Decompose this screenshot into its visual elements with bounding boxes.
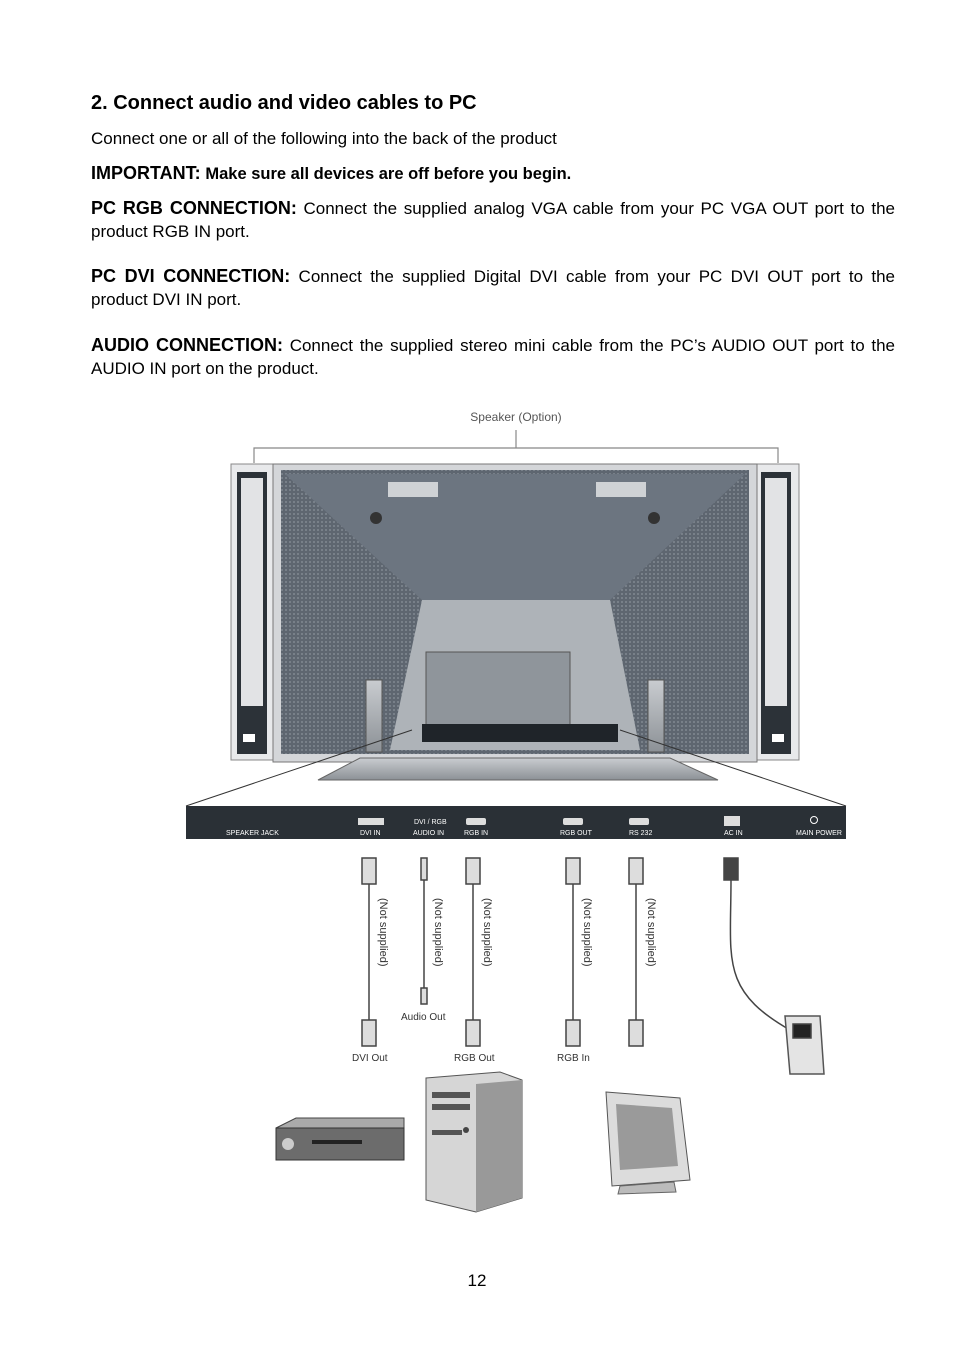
rgb-connection-label: PC RGB CONNECTION: <box>91 198 297 218</box>
important-note <box>91 162 895 186</box>
left-speaker <box>231 464 273 760</box>
panel-label-rs232: RS 232 <box>629 830 653 837</box>
dvi-connection-label: PC DVI CONNECTION: <box>91 266 291 286</box>
audio-connection-paragraph <box>91 334 895 380</box>
important-label: IMPORTANT: <box>91 163 201 183</box>
monitor-icon <box>606 1092 690 1194</box>
dvi-connection-text: Connect the supplied Digital DVI cable from your PC DVI OUT port to the product DVI IN port. <box>91 267 895 309</box>
not-supplied-label-audio: (Not supplied) <box>432 898 444 967</box>
audio-connection-label: AUDIO CONNECTION: <box>91 335 283 355</box>
pc-tower-icon <box>426 1072 522 1212</box>
panel-label-dvi-rgb: DVI / RGB <box>414 819 447 826</box>
panel-label-main-power: MAIN POWER <box>796 830 842 837</box>
rgb-connection-text: Connect the supplied analog VGA cable from your PC VGA OUT port to the product RGB IN port. <box>91 199 895 241</box>
intro-text: Connect one or all of the following into the back of the product <box>91 129 557 148</box>
section-heading: 2. Connect audio and video cables to PC <box>91 92 477 114</box>
connector-panel <box>186 806 846 839</box>
panel-label-audio-in: AUDIO IN <box>413 830 445 837</box>
speaker-label: Speaker (Option) <box>470 410 562 424</box>
rgb-out-label: RGB Out <box>454 1053 495 1064</box>
not-supplied-label-rgb-out: (Not supplied) <box>581 898 593 967</box>
speaker-bracket <box>254 430 778 463</box>
panel-label-speaker-jack: SPEAKER JACK <box>226 830 279 837</box>
audio-out-label: Audio Out <box>401 1012 446 1023</box>
panel-label-dvi-in: DVI IN <box>360 830 381 837</box>
dvi-out-label: DVI Out <box>352 1053 388 1064</box>
tv-back <box>273 464 757 780</box>
not-supplied-label-rgb-in: (Not supplied) <box>481 898 493 967</box>
not-supplied-label-dvi: (Not supplied) <box>377 898 389 967</box>
dvi-connection-paragraph <box>91 265 895 311</box>
panel-label-ac-in: AC IN <box>724 830 743 837</box>
right-speaker <box>757 464 799 760</box>
dvd-player-icon <box>276 1118 404 1160</box>
panel-label-rgb-out: RGB OUT <box>560 830 592 837</box>
connection-diagram <box>180 400 850 1220</box>
audio-connection-text: Connect the supplied stereo mini cable from the PC’s AUDIO OUT port to the AUDIO IN port on the product. <box>91 336 895 378</box>
important-text: Make sure all devices are off before you begin. <box>205 165 572 183</box>
rgb-in-label: RGB In <box>557 1053 590 1064</box>
page-number: 12 <box>467 1271 487 1290</box>
panel-label-rgb-in: RGB IN <box>464 830 489 837</box>
rgb-connection-paragraph <box>91 197 895 243</box>
not-supplied-label-rs232: (Not supplied) <box>645 898 657 967</box>
